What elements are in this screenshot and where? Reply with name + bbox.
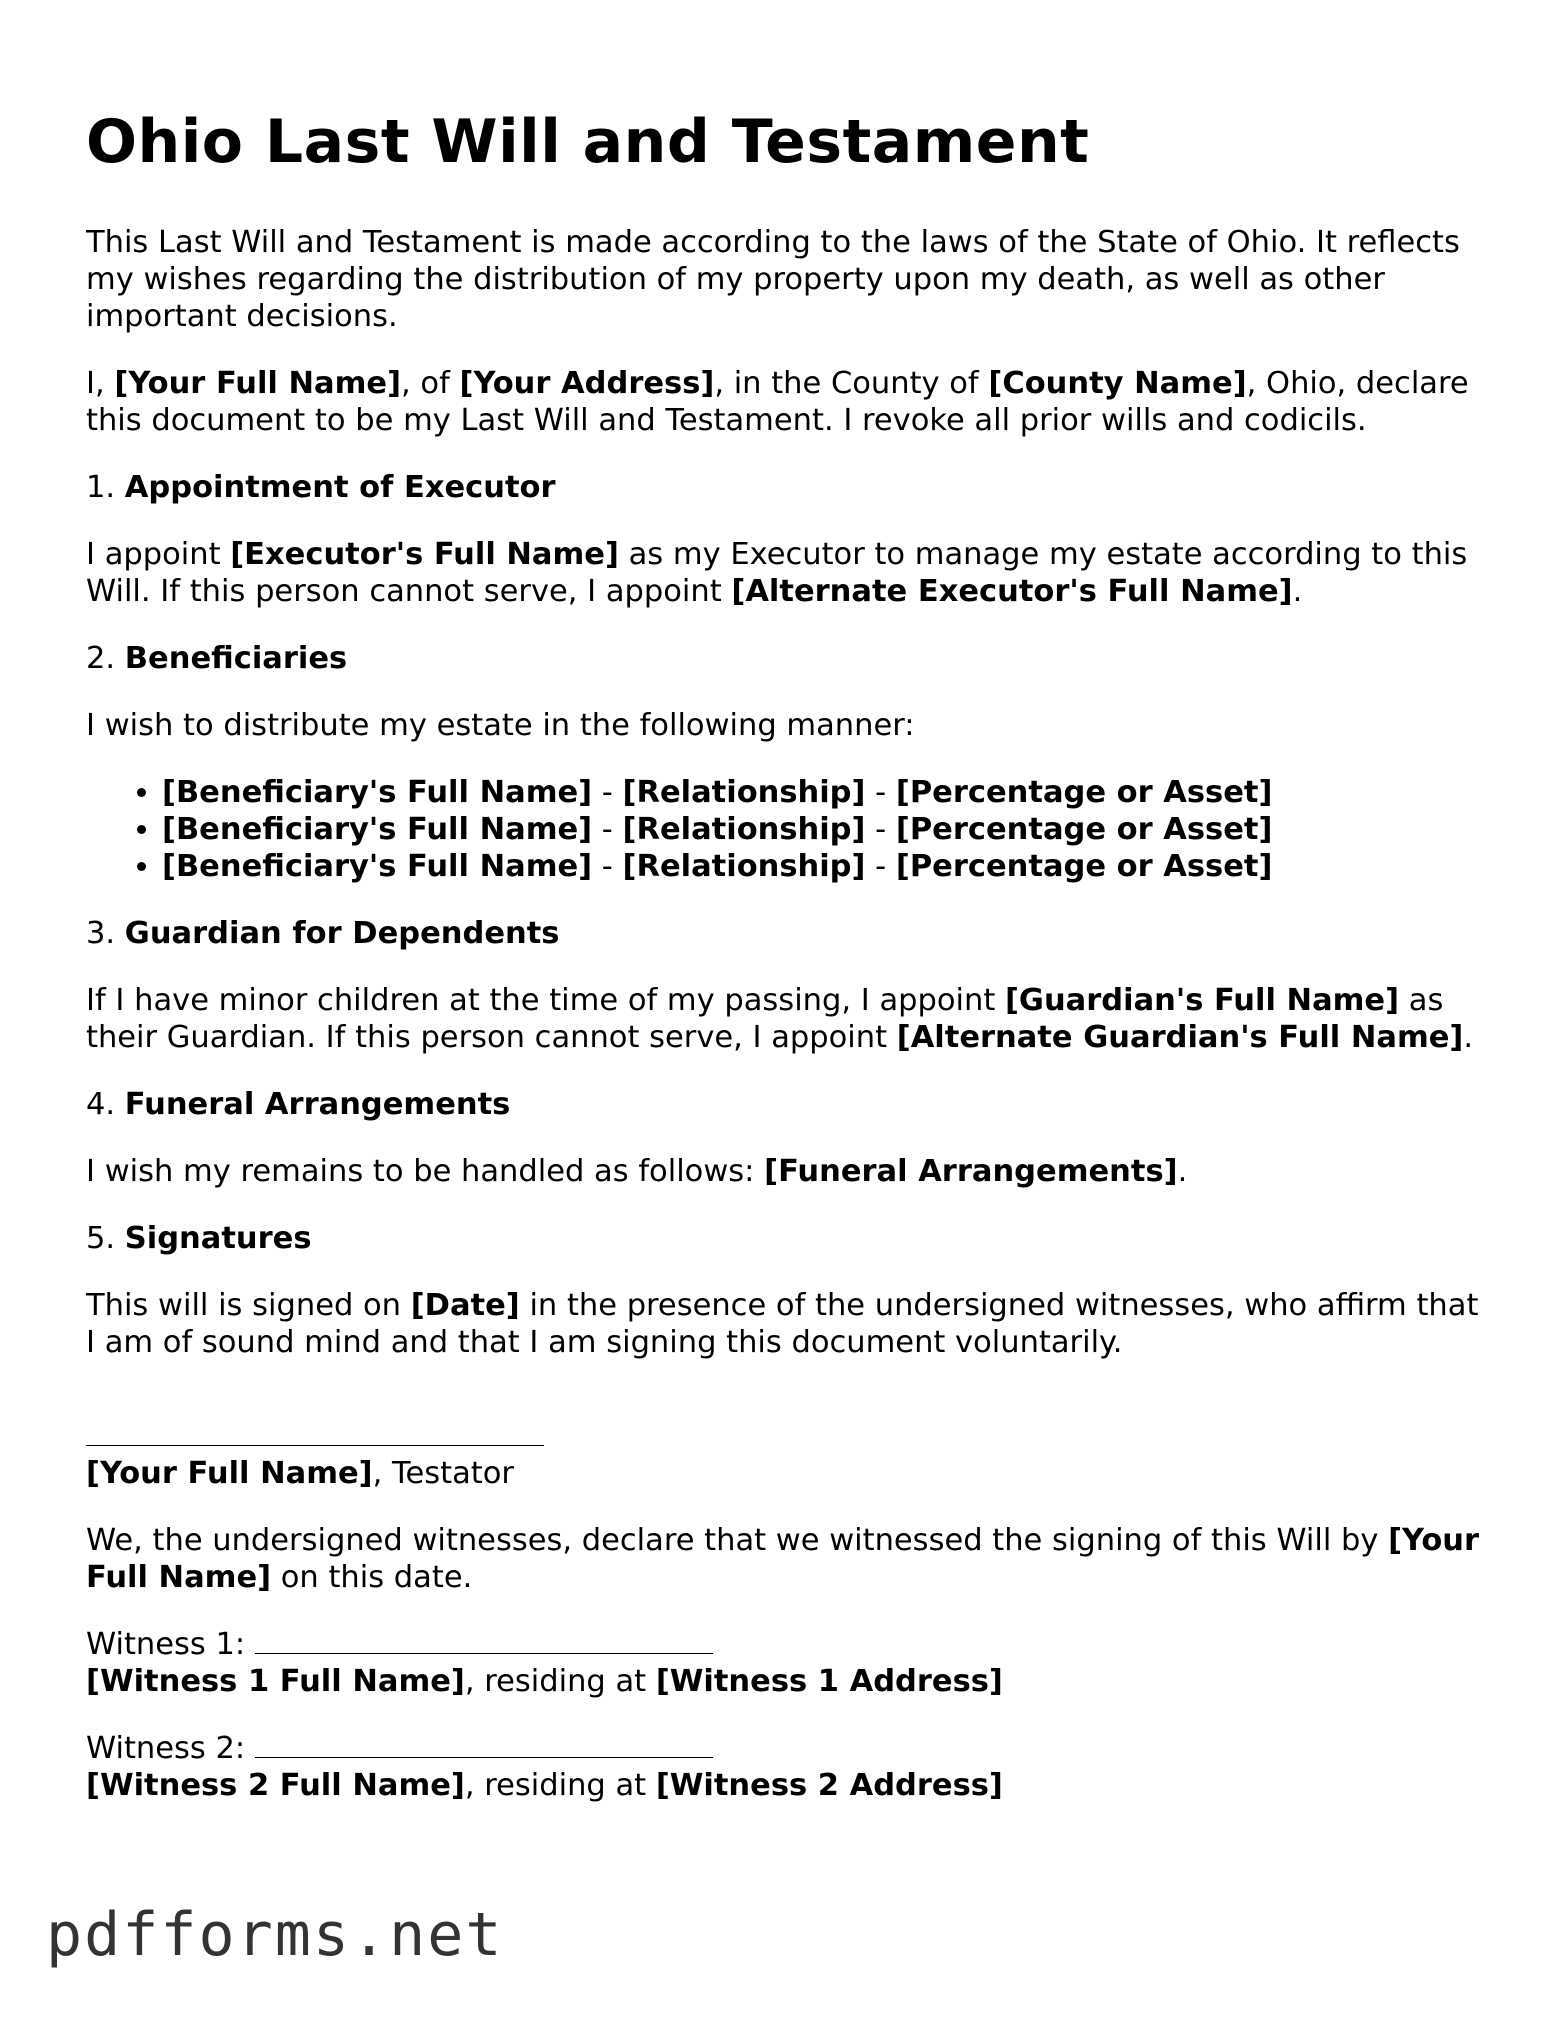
guardian-name-field: [Guardian's Full Name]: [1004, 983, 1400, 1018]
testator-name-field: [Your Full Name]: [114, 366, 402, 401]
list-item: • [Beneficiary's Full Name] - [Relationship] - [Percentage or Asset]: [162, 811, 1486, 848]
witness-1-signature-line: [255, 1627, 713, 1654]
alternate-executor-field: [Alternate Executor's Full Name]: [731, 574, 1293, 609]
section-heading-guardian: 3. Guardian for Dependents: [86, 916, 560, 951]
section-heading-funeral: 4. Funeral Arrangements: [86, 1087, 511, 1122]
guardian-paragraph: If I have minor children at the time of my passing, I appoint [Guardian's Full Name] as their Guardian. If this person cannot serve, I appoint [Alternate Guardian's Full Name].: [86, 983, 1474, 1055]
section-heading-executor: 1. Appointment of Executor: [86, 470, 556, 505]
county-name-field: [County Name]: [988, 366, 1247, 401]
witness-2-signature-line: [255, 1731, 713, 1758]
signature-paragraph: This will is signed on [Date] in the presence of the undersigned witnesses, who affirm that I am of sound mind and that I am signing this document voluntarily.: [86, 1288, 1479, 1360]
funeral-arrangements-field: [Funeral Arrangements]: [764, 1154, 1178, 1189]
beneficiaries-intro: I wish to distribute my estate in the following manner:: [86, 708, 915, 743]
date-field: [Date]: [410, 1288, 520, 1323]
section-heading-signatures: 5. Signatures: [86, 1221, 312, 1256]
intro-paragraph: This Last Will and Testament is made according to the laws of the State of Ohio. It reflects my wishes regarding the distribution of my property upon my death, as well as other important decisions.: [86, 225, 1460, 334]
witness-2-block: Witness 2: [Witness 2 Full Name], residing at [Witness 2 Address]: [86, 1731, 1003, 1803]
testator-signature-block: [Your Full Name], Testator: [86, 1415, 1486, 1492]
executor-paragraph: I appoint [Executor's Full Name] as my Executor to manage my estate according to this Will. If this person cannot serve, I appoint [Alternate Executor's Full Name].: [86, 537, 1468, 609]
declaration-paragraph: I, [Your Full Name], of [Your Address], in the County of [County Name], Ohio, declare this document to be my Last Will and Testament. I revoke all prior wills and codicils.: [86, 366, 1469, 438]
witness-1-block: Witness 1: [Witness 1 Full Name], residing at [Witness 1 Address]: [86, 1627, 1003, 1699]
witness-statement: We, the undersigned witnesses, declare that we witnessed the signing of this Will by [Your Full Name] on this date.: [86, 1523, 1480, 1595]
testator-signature-line: [86, 1415, 544, 1446]
funeral-paragraph: I wish my remains to be handled as follows: [Funeral Arrangements].: [86, 1154, 1188, 1189]
testator-address-field: [Your Address]: [459, 366, 715, 401]
document-page: [86, 106, 1486, 1834]
section-heading-beneficiaries: 2. Beneficiaries: [86, 641, 348, 676]
alternate-guardian-field: [Alternate Guardian's Full Name]: [896, 1020, 1464, 1055]
beneficiary-list: [86, 774, 1486, 885]
list-item: • [Beneficiary's Full Name] - [Relationship] - [Percentage or Asset]: [162, 774, 1486, 811]
watermark-logo: pdfforms.net: [46, 1900, 504, 1970]
executor-name-field: [Executor's Full Name]: [230, 537, 619, 572]
list-item: • [Beneficiary's Full Name] - [Relationship] - [Percentage or Asset]: [162, 848, 1486, 885]
page-title: Ohio Last Will and Testament: [86, 107, 1090, 177]
